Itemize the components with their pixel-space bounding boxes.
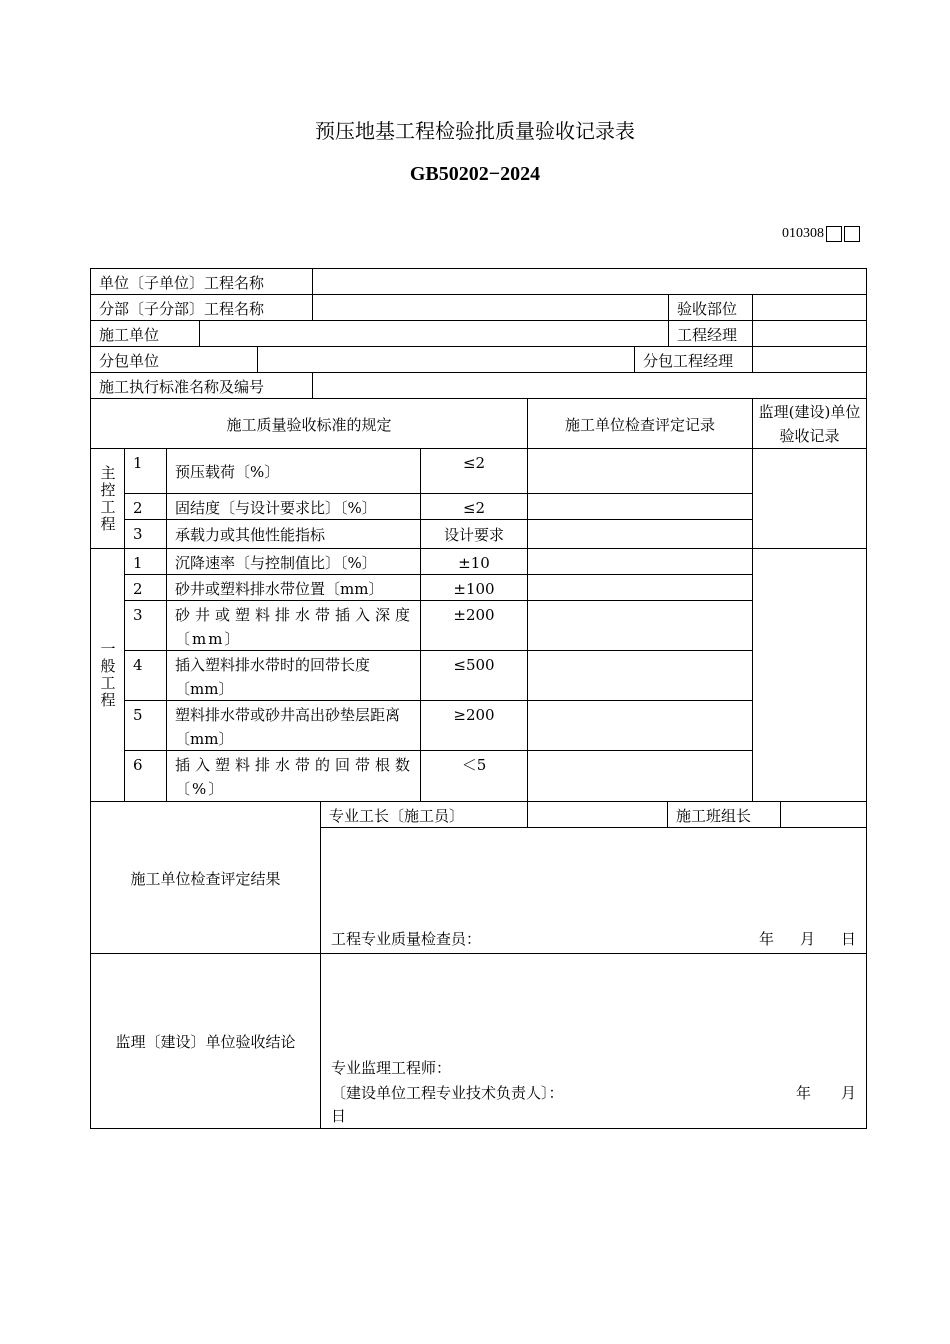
- general-row-5-no: 5: [124, 700, 167, 751]
- foreman-label: 专业工长〔施工员〕: [320, 801, 528, 828]
- main-row-1-item: 预压载荷〔%〕: [166, 448, 421, 494]
- main-row-1-no: 1: [124, 448, 167, 494]
- general-row-1-record[interactable]: [527, 548, 753, 575]
- main-row-2-item: 固结度〔与设计要求比〕〔%〕: [166, 493, 421, 520]
- general-row-4-item: 插入塑料排水带时的回带长度〔mm〕: [166, 650, 421, 701]
- date-day: 日: [840, 930, 856, 948]
- supervisor-date-month: 月: [840, 1084, 856, 1102]
- constructor-result-label: 施工单位检查评定结果: [90, 801, 321, 954]
- general-supervisor-record[interactable]: [752, 548, 867, 802]
- col-supervisor-record-header: 监理(建设)单位验收记录: [752, 398, 867, 449]
- serial-box-1[interactable]: [826, 226, 842, 242]
- main-supervisor-record[interactable]: [752, 448, 867, 549]
- col-constructor-record-header: 施工单位检查评定记录: [527, 398, 753, 449]
- general-row-2-record[interactable]: [527, 574, 753, 601]
- constructor-label: 施工单位: [90, 320, 200, 347]
- general-row-6-item: 插入塑料排水带的回带根数〔%〕: [166, 750, 421, 802]
- constructor-result-box[interactable]: [320, 827, 867, 954]
- accept-part-field[interactable]: [752, 294, 867, 321]
- supervisor-conclusion-label: 监理〔建设〕单位验收结论: [90, 953, 321, 1129]
- date-year: 年: [758, 930, 774, 948]
- general-row-6-record[interactable]: [527, 750, 753, 802]
- page-title: 预压地基工程检验批质量验收记录表: [315, 119, 635, 143]
- general-row-4-value: ≤500: [420, 650, 528, 701]
- general-row-2-value: ±100: [420, 574, 528, 601]
- general-row-6-value: ＜5: [420, 750, 528, 802]
- general-row-5-value: ≥200: [420, 700, 528, 751]
- team-leader-field[interactable]: [780, 801, 867, 828]
- general-row-5-record[interactable]: [527, 700, 753, 751]
- general-row-1-no: 1: [124, 548, 167, 575]
- general-row-3-item: 砂井或塑料排水带插入深度〔mm〕: [166, 600, 421, 651]
- supervisor-date-year: 年: [795, 1084, 811, 1102]
- serial-box-2[interactable]: [844, 226, 860, 242]
- sub-pm-label: 分包工程经理: [634, 346, 753, 373]
- general-row-3-no: 3: [124, 600, 167, 651]
- main-row-1-value: ≤2: [420, 448, 528, 494]
- owner-tech-label: 〔建设单位工程专业技术负责人〕：: [331, 1084, 564, 1102]
- inspection-form-table: [90, 268, 867, 1129]
- date-month: 月: [799, 930, 815, 948]
- accept-part-label: 验收部位: [668, 294, 753, 321]
- constructor-date: [759, 927, 856, 951]
- main-row-2-value: ≤2: [420, 493, 528, 520]
- general-text: 一般工程: [98, 641, 117, 709]
- main-control-text: 主控工程: [98, 464, 117, 533]
- inspector-label: 工程专业质量检查员：: [331, 930, 482, 948]
- sub-pm-field[interactable]: [752, 346, 867, 373]
- supervisor-date-ym: [796, 1081, 856, 1105]
- standard-label: 施工执行标准名称及编号: [90, 372, 313, 399]
- pm-field[interactable]: [752, 320, 867, 347]
- col-spec-header: 施工质量验收标准的规定: [90, 398, 528, 449]
- division-name-label: 分部〔子分部〕工程名称: [90, 294, 313, 321]
- standard-field[interactable]: [312, 372, 867, 399]
- unit-name-label: 单位〔子单位〕工程名称: [90, 268, 313, 295]
- team-leader-label: 施工班组长: [667, 801, 781, 828]
- serial-number: [782, 226, 860, 242]
- main-row-3-record[interactable]: [527, 519, 753, 549]
- general-row-2-no: 2: [124, 574, 167, 601]
- general-row-4-record[interactable]: [527, 650, 753, 701]
- foreman-field[interactable]: [527, 801, 668, 828]
- division-name-field[interactable]: [312, 294, 669, 321]
- constructor-field[interactable]: [199, 320, 669, 347]
- main-control-label: [90, 448, 125, 549]
- supervisor-conclusion-box[interactable]: [320, 953, 867, 1129]
- main-row-3-no: 3: [124, 519, 167, 549]
- subcontractor-label: 分包单位: [90, 346, 258, 373]
- general-label: [90, 548, 125, 802]
- supervisor-date-day: 日: [331, 1107, 347, 1125]
- main-row-3-item: 承载力或其他性能指标: [166, 519, 421, 549]
- main-row-2-record[interactable]: [527, 493, 753, 520]
- general-row-1-value: ±10: [420, 548, 528, 575]
- unit-name-field[interactable]: [312, 268, 867, 295]
- general-row-3-record[interactable]: [527, 600, 753, 651]
- supervisor-engineer-label: 专业监理工程师：: [331, 1059, 452, 1077]
- main-row-2-no: 2: [124, 493, 167, 520]
- general-row-3-value: ±200: [420, 600, 528, 651]
- general-row-4-no: 4: [124, 650, 167, 701]
- main-row-3-value: 设计要求: [420, 519, 528, 549]
- general-row-2-item: 砂井或塑料排水带位置〔mm〕: [166, 574, 421, 601]
- main-row-1-record[interactable]: [527, 448, 753, 494]
- standard-code: GB50202−2024: [409, 163, 541, 185]
- serial-text: 010308: [782, 226, 824, 241]
- general-row-5-item: 塑料排水带或砂井高出砂垫层距离〔mm〕: [166, 700, 421, 751]
- general-row-6-no: 6: [124, 750, 167, 802]
- pm-label: 工程经理: [668, 320, 753, 347]
- general-row-1-item: 沉降速率〔与控制值比〕〔%〕: [166, 548, 421, 575]
- subcontractor-field[interactable]: [257, 346, 635, 373]
